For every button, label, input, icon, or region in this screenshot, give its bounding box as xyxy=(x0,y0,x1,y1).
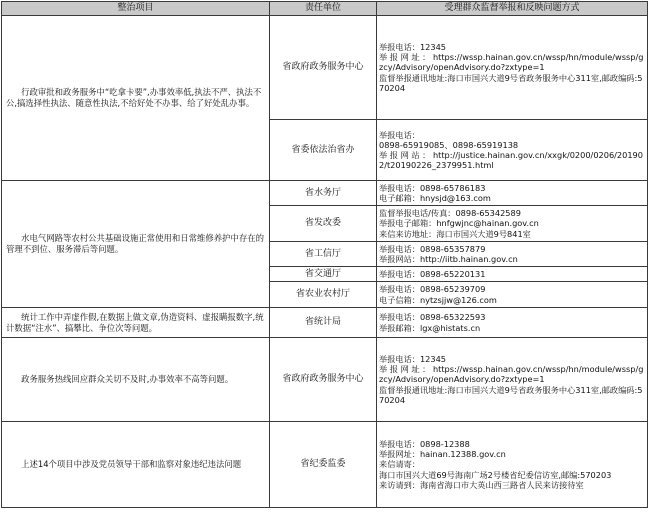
method-line: 电子信箱：nytzsjjw@126.com xyxy=(379,294,497,305)
method-line: 举报电话：0898-65357879 xyxy=(379,243,486,254)
table-row xyxy=(2,181,648,206)
method-line: 来信来访地址：海口市国兴大道9号841室 xyxy=(379,228,531,239)
table-row xyxy=(2,16,648,120)
unit-cell: 省政府政务服务中心 xyxy=(270,338,377,422)
method-cell xyxy=(377,308,648,338)
item-cell xyxy=(2,181,270,308)
method-line: 监督举报通讯地址:海口市国兴大道9号省政务服务中心311室,邮政编码:570204 xyxy=(379,72,643,93)
method-line: 监督举报通讯地址:海口市国兴大道9号省政务服务中心311室,邮政编码:570204 xyxy=(379,384,643,405)
header-unit: 责任单位 xyxy=(270,2,377,16)
item-cell xyxy=(2,16,270,181)
item-text: 统计工作中弄虚作假,在数据上做文章,伪造资料、虚报瞒报数字,统计数据“注水”、搞攀比、争位次等问题。 xyxy=(6,311,264,333)
method-line: 举报电话：0898-65322593 xyxy=(379,312,486,323)
method-line: 举报电话：12345 xyxy=(379,353,446,364)
method-line: 来访请到：海南省海口市大英山西三路省人民来访接待室 xyxy=(379,479,584,490)
method-line: 举 报 网 址 ： https://wssp.hainan.gov.cn/wssp/hn/module/wssp/gzcy/Advisory/openAdvisory.do?zxtype=1 xyxy=(379,52,644,73)
item-cell xyxy=(2,308,270,338)
method-cell xyxy=(377,242,648,267)
method-line: 电子邮箱：hnysjd@163.com xyxy=(379,193,491,203)
method-cell xyxy=(377,267,648,282)
rectification-table xyxy=(1,1,648,508)
method-line: 来信请寄： xyxy=(379,459,420,470)
item-text: 行政审批和政务服务中“吃拿卡要”,办事效率低,执法不严、执法不公,搞选择性执法、随意性执法,不给好处不办事、给了好处乱办事。 xyxy=(6,87,262,108)
method-line: 举报网站：http://iitb.hainan.gov.cn xyxy=(379,254,518,264)
method-cell xyxy=(377,282,648,308)
method-cell xyxy=(377,422,648,508)
method-line: 举报电话： xyxy=(379,129,420,140)
item-cell xyxy=(2,338,270,422)
item-text: 上述14个项目中涉及党员领导干部和监察对象违纪违法问题 xyxy=(21,459,242,470)
table-row xyxy=(2,422,648,508)
unit-cell: 省水务厅 xyxy=(270,181,377,206)
method-line: 举报电话：0898-12388 xyxy=(379,438,470,449)
item-cell xyxy=(2,422,270,508)
item-text: 水电气网路等农村公共基础设施正常使用和日常维修养护中存在的管理不到位、服务滞后等问题。 xyxy=(6,233,264,254)
method-line: 举报电话：12345 xyxy=(379,41,446,52)
method-line: 举报邮箱：lgx@histats.cn xyxy=(379,322,481,333)
unit-cell: 省交通厅 xyxy=(270,267,377,282)
method-line: 举报电话：0898-65220131 xyxy=(379,268,486,279)
method-line: 举报电话：0898-65786183 xyxy=(379,182,486,193)
unit-cell: 省委依法治省办 xyxy=(270,120,377,181)
unit-cell: 省政府政务服务中心 xyxy=(270,16,377,120)
method-cell xyxy=(377,120,648,181)
method-cell xyxy=(377,181,648,206)
method-line: 举报电子邮箱：hnfgwjnc@hainan.gov.cn xyxy=(379,218,539,229)
table-row xyxy=(2,308,648,338)
method-line: 举 报 网 站 ： http://justice.hainan.gov.cn/xxgk/0200/0206/201902/t20190226_2379951.html xyxy=(379,150,643,171)
method-cell xyxy=(377,338,648,422)
method-line: 监督举报电话/传真：0898-65342589 xyxy=(379,208,521,219)
table-header-row xyxy=(2,2,648,16)
method-cell xyxy=(377,206,648,242)
method-line: 举报电话：0898-65239709 xyxy=(379,284,486,295)
unit-cell: 省统计局 xyxy=(270,308,377,338)
header-item: 整治项目 xyxy=(2,2,270,16)
unit-cell: 省农业农村厅 xyxy=(270,282,377,308)
header-method: 受理群众监督举报和反映问题方式 xyxy=(377,2,648,16)
method-line: 举 报 网 址 ： https://wssp.hainan.gov.cn/wssp/hn/module/wssp/gzcy/Advisory/openAdvisory.do?zxtype=1 xyxy=(379,364,644,385)
unit-cell: 省纪委监委 xyxy=(270,422,377,508)
method-line: 举报网址：hainan.12388.gov.cn xyxy=(379,449,506,460)
unit-cell: 省工信厅 xyxy=(270,242,377,267)
method-cell xyxy=(377,16,648,120)
table-row xyxy=(2,338,648,422)
unit-cell: 省发改委 xyxy=(270,206,377,242)
method-line: 0898-65919085、0898-65919138 xyxy=(379,139,519,150)
item-text: 政务服务热线回应群众关切不及时,办事效率不高等问题。 xyxy=(21,374,234,385)
method-line: 海口市国兴大道69号海南广场2号楼省纪委信访室,邮编:570203 xyxy=(379,469,612,480)
